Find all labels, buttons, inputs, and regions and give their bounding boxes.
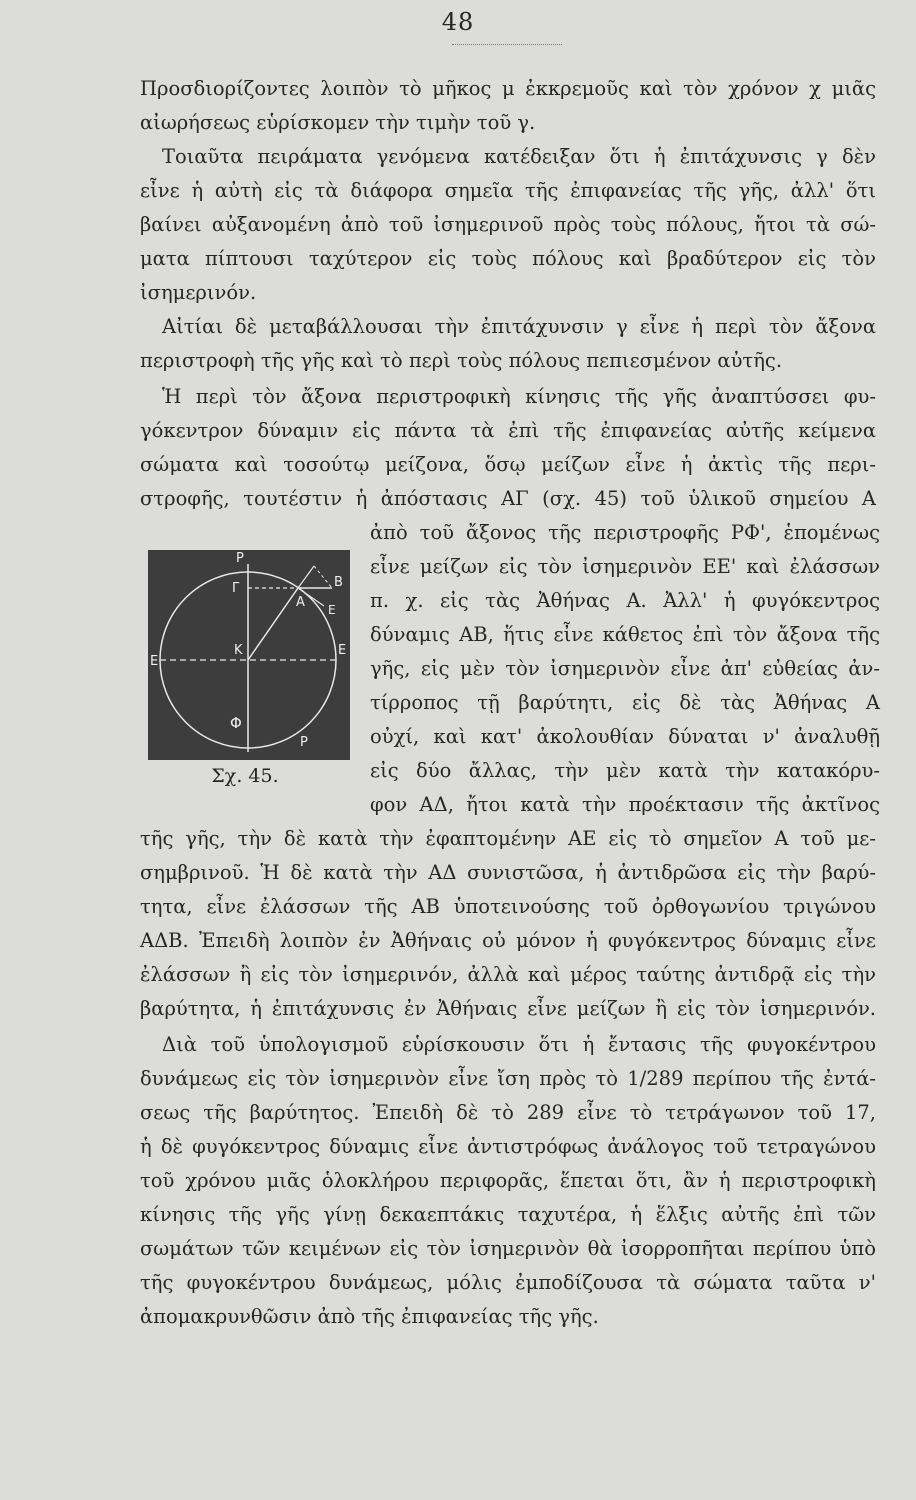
label-k: K — [234, 643, 243, 658]
text-line: ἡ δὲ φυγόκεντρος δύναμις εἶνε ἀντιστρόφως ἀνάλογος τοῦ τετραγώνου — [140, 1135, 876, 1158]
text-line: σημβρινοῦ. Ἡ δὲ κατὰ τὴν ΑΔ συνιστῶσα, ἡ ἀντιδρῶσα εἰς τὴν βαρύ- — [140, 861, 876, 884]
text-line: δυνάμεως εἰς τὸν ἰσημερινὸν εἶνε ἴση πρὸς τὸ 1/289 περίπου τῆς ἐντά- — [140, 1067, 876, 1090]
text-line: περιστροφὴ τῆς γῆς καὶ τὸ περὶ τοὺς πόλους πεπιεσμένον αὐτῆς. — [140, 349, 783, 372]
text-line: εἰς δύο ἄλλας, τὴν μὲν κατὰ τὴν κατακόρυ- — [370, 759, 880, 782]
label-e-tangent: E — [328, 603, 336, 617]
text-line: αἰωρήσεως εὑρίσκομεν τὴν τιμὴν τοῦ γ. — [140, 111, 536, 134]
text-line: ἀπὸ τοῦ ἄξονος τῆς περιστροφῆς ΡΦ', ἑπομένως — [370, 521, 880, 544]
text-line: Προσδιορίζοντες λοιπὸν τὸ μῆκος μ ἐκκρεμοῦς καὶ τὸν χρόνον χ μιᾶς — [140, 77, 876, 100]
label-e-right: E — [338, 643, 347, 658]
text-line: τητα, εἶνε ἐλάσσων τῆς ΑΒ ὑποτεινούσης τοῦ ὀρθογωνίου τριγώνου — [140, 895, 876, 918]
label-a: A — [296, 595, 305, 610]
text-line: ματα πίπτουσι ταχύτερον εἰς τοὺς πόλους καὶ βραδύτερον εἰς τὸν — [140, 247, 876, 270]
page-number-rule — [452, 44, 562, 45]
text-line: Τοιαῦτα πειράματα γενόμενα κατέδειξαν ὅτι ἡ ἐπιτάχυνσις γ δὲν — [162, 145, 876, 168]
figure-caption: Σχ. 45. — [211, 765, 279, 787]
text-line: κίνησις τῆς γῆς γίνῃ δεκαεπτάκις ταχυτέρα, ἡ ἕλξις αὐτῆς ἐπὶ τῶν — [140, 1203, 876, 1226]
text-line: Αἰτίαι δὲ μεταβάλλουσαι τὴν ἐπιτάχυνσιν γ εἶνε ἡ περὶ τὸν ἄξονα — [162, 315, 876, 338]
text-line: ΑΔΒ. Ἐπειδὴ λοιπὸν ἐν Ἀθήναις οὐ μόνον ἡ φυγόκεντρος δύναμις εἶνε — [140, 929, 876, 952]
label-phi: Φ — [230, 714, 242, 732]
text-line: Διὰ τοῦ ὑπολογισμοῦ εὑρίσκουσιν ὅτι ἡ ἔντασις τῆς φυγοκέντρου — [162, 1033, 876, 1056]
text-line: γῆς, εἰς μὲν τὸν ἰσημερινὸν εἶνε ἀπ' εὐθείας ἀν- — [370, 657, 880, 680]
text-line: ἐλάσσων ἢ εἰς τὸν ἰσημερινόν, ἀλλὰ καὶ μέρος ταύτης ἀντιδρᾷ εἰς τὴν — [140, 963, 876, 986]
text-line: δύναμις ΑΒ, ἥτις εἶνε κάθετος ἐπὶ τὸν ἄξονα τῆς — [370, 623, 880, 646]
text-line: εἶνε ἡ αὐτὴ εἰς τὰ διάφορα σημεῖα τῆς ἐπιφανείας τῆς γῆς, ἀλλ' ὅτι — [140, 179, 876, 202]
label-e-left: E — [150, 654, 159, 669]
text-line: σώματα καὶ τοσούτῳ μείζονα, ὅσῳ μείζων εἶνε ἡ ἀκτὶς τῆς περι- — [140, 453, 876, 476]
text-line: σεως τῆς βαρύτητος. Ἐπειδὴ δὲ τὸ 289 εἶνε τὸ τετράγωνον τοῦ 17, — [140, 1101, 876, 1124]
text-line: γόκεντρον δύναμιν εἰς πάντα τὰ ἐπὶ τῆς ἐπιφανείας αὐτῆς κείμενα — [140, 419, 876, 442]
label-gamma: Γ — [232, 581, 240, 596]
label-b: B — [334, 575, 343, 590]
text-line: τοῦ χρόνου μιᾶς ὁλοκλήρου περιφορᾶς, ἕπεται ὅτι, ἂν ἡ περιστροφικὴ — [140, 1169, 876, 1192]
text-line: οὐχί, καὶ κατ' ἀκολουθίαν δύναται ν' ἀναλυθῇ — [370, 725, 880, 748]
figure-45 — [148, 550, 350, 760]
earth-rotation-diagram — [148, 550, 350, 760]
text-line: π. χ. εἰς τὰς Ἀθήνας Α. Ἀλλ' ἡ φυγόκεντρος — [370, 589, 880, 612]
label-p: P — [236, 551, 244, 566]
text-line: τῆς γῆς, τὴν δὲ κατὰ τὴν ἐφαπτομένην ΑΕ εἰς τὸ σημεῖον Α τοῦ με- — [140, 827, 876, 850]
text-line: εἶνε μείζων εἰς τὸν ἰσημερινὸν ΕΕ' καὶ ἐλάσσων — [370, 555, 880, 578]
text-line: ἰσημερινόν. — [140, 281, 257, 304]
text-line: Ἡ περὶ τὸν ἄξονα περιστροφικὴ κίνησις τῆς γῆς ἀναπτύσσει φυ- — [162, 385, 876, 408]
text-line: τίρροπος τῇ βαρύτητι, εἰς δὲ τὰς Ἀθήνας Α — [370, 691, 880, 714]
text-line: ἀπομακρυνθῶσιν ἀπὸ τῆς ἐπιφανείας τῆς γῆς. — [140, 1305, 599, 1328]
text-line: φον ΑΔ, ἤτοι κατὰ τὴν προέκτασιν τῆς ἀκτῖνος — [370, 793, 880, 816]
text-line: βαίνει αὐξανομένη ἀπὸ τοῦ ἰσημερινοῦ πρὸς τοὺς πόλους, ἤτοι τὰ σώ- — [140, 213, 876, 236]
page-number: 48 — [441, 8, 475, 36]
text-line: βαρύτητα, ἡ ἐπιτάχυνσις ἐν Ἀθήναις εἶνε μείζων ἢ εἰς τὸν ἰσημερινόν. — [140, 997, 876, 1020]
text-line: στροφῆς, τουτέστιν ἡ ἀπόστασις ΑΓ (σχ. 45) τοῦ ὑλικοῦ σημείου Α — [140, 487, 876, 510]
label-p-prime: P — [300, 735, 308, 750]
text-line: σωμάτων τῶν κειμένων εἰς τὸν ἰσημερινὸν θὰ ἰσορροπῆται περίπου ὑπὸ — [140, 1237, 876, 1260]
text-line: τῆς φυγοκέντρου δυνάμεως, μόλις ἐμποδίζουσα τὰ σώματα ταῦτα ν' — [140, 1271, 876, 1294]
